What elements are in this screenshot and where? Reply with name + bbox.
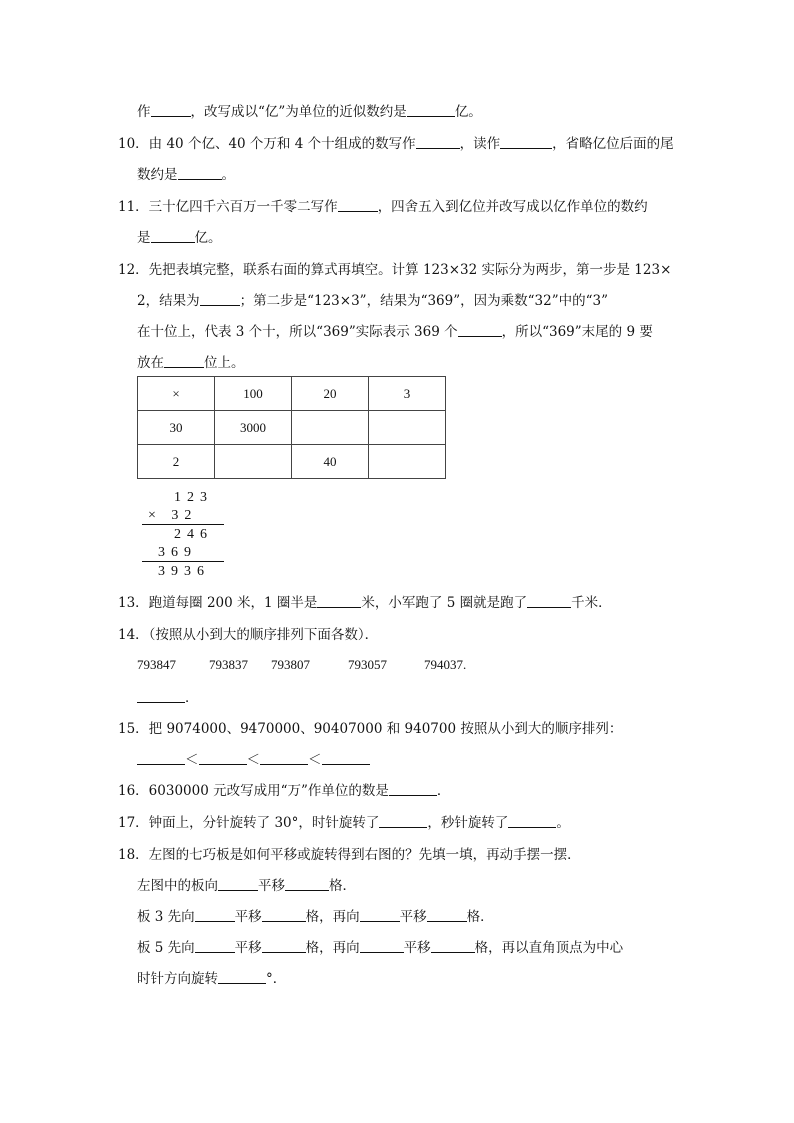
- answer-blank[interactable]: [260, 750, 308, 765]
- answer-blank[interactable]: [458, 322, 502, 337]
- answer-blank[interactable]: [360, 907, 400, 922]
- multiplicand: 123: [174, 490, 213, 505]
- answer-blank[interactable]: [195, 907, 235, 922]
- number-item: 794037.: [424, 657, 467, 672]
- answer-blank[interactable]: [389, 781, 437, 796]
- answer-blank[interactable]: [431, 938, 475, 953]
- answer-blank[interactable]: [360, 938, 404, 953]
- answer-blank[interactable]: [285, 876, 329, 891]
- answer-blank[interactable]: [200, 291, 240, 306]
- rule-line: [142, 524, 224, 525]
- partial-product-2: 369: [158, 545, 197, 560]
- table-cell-blank[interactable]: [215, 445, 292, 479]
- table-cell: 30: [138, 411, 215, 445]
- table-row: [138, 445, 446, 479]
- question-12-line4: 放在 位上。: [137, 355, 245, 371]
- question-13: 13．跑道每圈 200 米，1 圈半是 米，小军跑了 5 圈就是跑了 千米．: [118, 595, 612, 611]
- multiplication-table: [137, 376, 446, 479]
- table-cell-blank[interactable]: [369, 411, 446, 445]
- answer-blank[interactable]: [379, 813, 427, 828]
- table-cell: 3: [369, 377, 446, 411]
- table-cell: 20: [292, 377, 369, 411]
- question-18-line4: 时针方向旋转 °．: [137, 971, 287, 987]
- number-item: 793057: [348, 657, 387, 672]
- answer-blank[interactable]: [317, 593, 361, 608]
- multiplier: × 32: [148, 508, 198, 523]
- answer-blank[interactable]: [338, 197, 378, 212]
- question-18-line2: 板 3 先向 平移 格，再向 平移 格．: [137, 909, 494, 925]
- answer-blank[interactable]: [500, 134, 552, 149]
- answer-blank[interactable]: [218, 876, 258, 891]
- partial-product-1: 246: [174, 527, 213, 542]
- question-14-answer: ．: [137, 688, 199, 708]
- question-12-line2: 2，结果为 ；第二步是“123×3”，结果为“369”，因为乘数“32”中的“3”: [137, 293, 609, 309]
- answer-blank[interactable]: [416, 134, 460, 149]
- table-cell-blank[interactable]: [369, 445, 446, 479]
- answer-blank[interactable]: [322, 750, 370, 765]
- question-15-answer: ＜ ＜ ＜: [137, 750, 370, 770]
- answer-blank[interactable]: [195, 938, 235, 953]
- table-cell-blank[interactable]: [292, 411, 369, 445]
- question-14-title: 14．（按照从小到大的顺序排列下面各数）．: [118, 627, 379, 643]
- answer-blank[interactable]: [137, 750, 185, 765]
- answer-blank[interactable]: [407, 102, 455, 117]
- question-16: 16．6030000 元改写成用“万”作单位的数是 ．: [118, 783, 451, 799]
- answer-blank[interactable]: [508, 813, 556, 828]
- answer-blank[interactable]: [262, 907, 306, 922]
- answer-blank[interactable]: [164, 353, 204, 368]
- question-18-title: 18．左图的七巧板是如何平移或旋转得到右图的？先填一填，再动手摆一摆．: [118, 847, 581, 863]
- q9-tail: 作 ，改写成以“亿”为单位的近似数约是 亿。: [137, 104, 482, 120]
- question-18-line1: 左图中的板向 平移 格．: [137, 878, 356, 894]
- rule-line: [142, 561, 224, 562]
- answer-blank[interactable]: [527, 593, 571, 608]
- question-18-line3: 板 5 先向 平移 格，再向 平移 格，再以直角顶点为中心: [137, 940, 624, 956]
- answer-blank[interactable]: [151, 102, 191, 117]
- table-cell: 100: [215, 377, 292, 411]
- question-15-title: 15．把 9074000、9470000、90407000 和 940700 按照从小到大的顺序排列：: [118, 721, 623, 737]
- table-cell: 40: [292, 445, 369, 479]
- number-item: 793837: [209, 657, 248, 672]
- answer-blank[interactable]: [218, 969, 266, 984]
- answer-blank[interactable]: [427, 907, 467, 922]
- final-product: 3936: [158, 564, 210, 579]
- number-item: 793807: [271, 657, 310, 672]
- question-12-line1: 12．先把表填完整，联系右面的算式再填空。计算 123×32 实际分为两步，第一步是 123×: [118, 262, 672, 278]
- table-cell: ×: [138, 377, 215, 411]
- number-item: 793847: [137, 657, 176, 672]
- question-12-line3: 在十位上，代表 3 个十，所以“369”实际表示 369 个 ，所以“369”末尾的 9 要: [137, 324, 653, 340]
- question-11-line2: 是 亿。: [137, 230, 222, 246]
- answer-blank[interactable]: [137, 688, 185, 703]
- answer-blank[interactable]: [199, 750, 247, 765]
- question-10-line2: 数约是 。: [137, 167, 235, 183]
- answer-blank[interactable]: [151, 228, 195, 243]
- answer-blank[interactable]: [178, 165, 222, 180]
- table-row: [138, 377, 446, 411]
- question-10-line1: 10．由 40 个亿、40 个万和 4 个十组成的数写作 ，读作 ，省略亿位后面的尾: [118, 136, 674, 152]
- question-11-line1: 11．三十亿四千六百万一千零二写作 ，四舍五入到亿位并改写成以亿作单位的数约: [118, 199, 648, 215]
- table-row: [138, 411, 446, 445]
- table-cell: 2: [138, 445, 215, 479]
- question-17: 17．钟面上，分针旋转了 30°，时针旋转了 ，秒针旋转了 。: [118, 815, 570, 831]
- answer-blank[interactable]: [262, 938, 306, 953]
- table-cell: 3000: [215, 411, 292, 445]
